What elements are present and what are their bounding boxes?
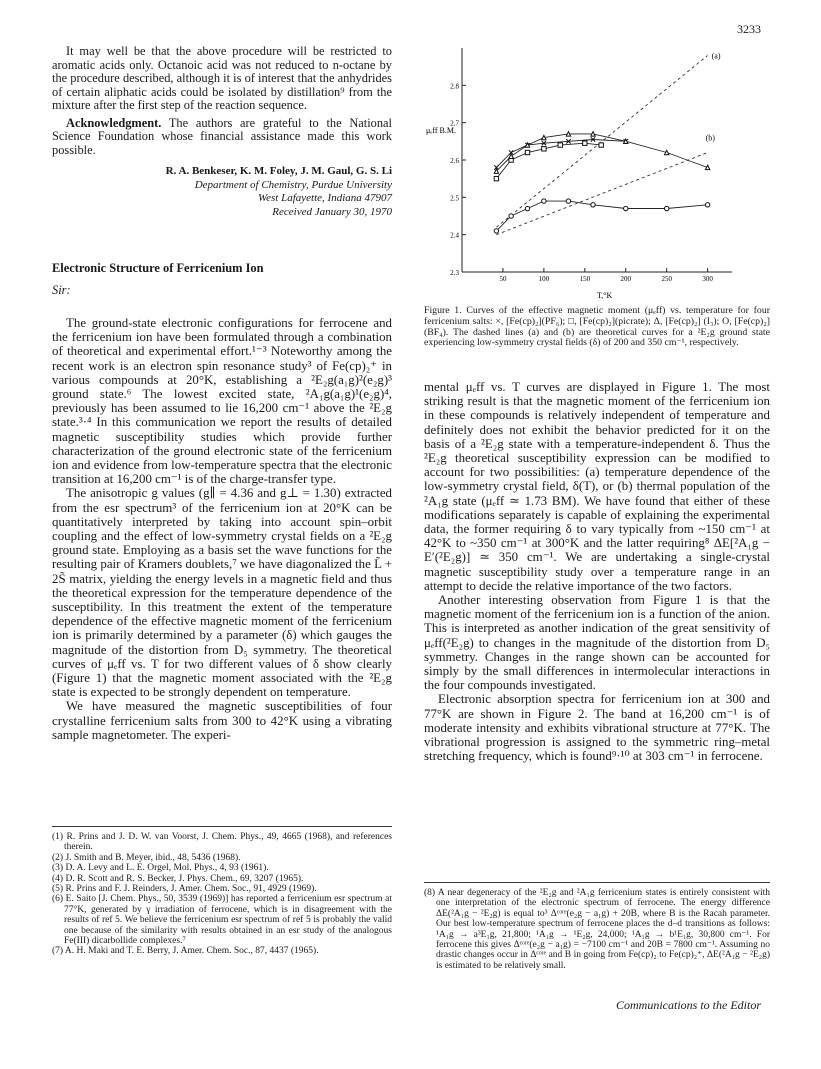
tick-group: [450, 82, 713, 283]
theory-curve: [496, 56, 707, 228]
right-body: [424, 380, 770, 763]
paragraph: The ground-state electronic configurations for ferrocene and the ferricenium ion have been formulated through a combination of theoretical and experimental effort.¹⁻³ Noteworthy among the recent work is an electron spin resonance study³ of Fe(cp)₂⁺ in various compounds at 20°K, establishing a ²E₂g(a₁g)²(e₂g)³ ground state.⁶ The lowest excited state, ²A₁g(a₁g)¹(e₂g)⁴, previously has been assumed to lie 16,200 cm⁻¹ above the ²E₂g state.³·⁴ In this communication we report the results of detailed magnetic susceptibility studies which provide further characterization of the ground electronic state of the ferricenium ion and evidence from low-temperature spectra that the electronic transition at 16,200 cm⁻¹ is of the charge-transfer type.: [52, 316, 392, 487]
paragraph: mental μₑff vs. T curves are displayed in Figure 1. The most striking result is that the magnetic moment of the ferricenium ion in these compounds is relatively independent of temperature and definitely does not exhibit the behavior predicted for it on the basis of a ²E₂g state with a temperature-independent δ. Thus the ²E₂g theoretical susceptibility expression can be modified to account for two possibilities: (a) temperature dependence of the low-symmetry crystal field, δ(T), or (b) thermal population of the ²A₁g state (μₑff ≃ 1.73 BM). We have found that either of these modifications separately is capable of explaining the experimental data, the former requiring δ to vary typically from ~150 cm⁻¹ at 42°K to ~350 cm⁻¹ at 300°K and the latter requiring⁸ ΔE[²A₁g − E′(²E₂g)] ≃ 350 cm⁻¹. We are undertaking a single-crystal magnetic susceptibility study over a temperature range in an attempt to decide the relative importance of the two factors.: [424, 380, 770, 593]
left-body: [52, 316, 392, 742]
y-tick-label: 2.6: [450, 157, 459, 165]
article-header: [52, 262, 392, 297]
data-point: [591, 203, 595, 207]
footnote: (8) A near degeneracy of the ²E₂g and ²A₁g ferricenium states is entirely consistent with one interpretation of the electronic spectrum of ferrocene. The energy difference ΔE(²A₁g − ²E₂g) is equal to³ Δᶜᵒʳᵉ(e₂g − a₁g) + 20B, where B is the Racah parameter. Our best low-temperature spectrum of ferrocene places the d–d transitions as follows: ¹A₁g → a³E₁g, 21,800; ¹A₁g → ¹E₂g, 24,000; ¹A₁g → b¹E₁g, 30,800 cm⁻¹. For ferrocene this gives Δᶜᵒʳᵉ(e₂g − a₁g) = −7100 cm⁻¹ and 20B = 7800 cm⁻¹. Assuming no drastic changes occur in Δᶜᵒʳᵉ and B in going from Fe(cp)₂ to Fe(cp)₂⁺, ΔE(²A₁g − ²E₂g) is estimated to be relatively small.: [424, 888, 770, 971]
data-point: [509, 214, 513, 218]
axes: [462, 48, 732, 272]
y-tick-label: 2.4: [450, 231, 459, 240]
x-tick-label: 150: [579, 275, 591, 283]
footnote: (4) D. R. Scott and R. S. Becker, J. Phys. Chem., 69, 3207 (1965).: [52, 873, 304, 884]
x-tick-label: 200: [620, 275, 631, 283]
data-point: [525, 206, 529, 210]
footnote-rule: [52, 826, 392, 827]
data-point: [542, 135, 546, 139]
y-axis-label: μₑff B.M.: [426, 126, 456, 135]
page-footer: Communications to the Editor: [616, 998, 761, 1012]
data-point: [624, 206, 628, 210]
x-tick-label: 100: [538, 275, 550, 283]
data-point: [566, 132, 570, 136]
x-axis-label: T,°K: [597, 291, 613, 300]
footnote: (7) A. H. Maki and T. E. Berry, J. Amer. Chem. Soc., 87, 4437 (1965).: [52, 946, 319, 957]
y-tick-label: 2.5: [450, 194, 459, 203]
paragraph: Another interesting observation from Figure 1 is that the magnetic moment of the ferricenium ion is a function of the anion. This is interpreted as another indication of the great sensitivity of μₑff(²E₂g) to changes in the magnitude of the distortion from D₅ symmetry. Changes in the range shown can be accounted for simply by the small differences in intermolecular interactions in the four compounds investigated.: [424, 593, 770, 693]
y-tick-label: 2.8: [450, 82, 459, 91]
paragraph: We have measured the magnetic susceptibilities of four crystalline ferricenium salts from 300 to 42°K using a vibrating sample magnetometer. The experi-: [52, 699, 392, 742]
y-tick-label: 2.7: [450, 119, 459, 128]
series-group: [494, 56, 710, 235]
data-point: [542, 199, 546, 203]
authors: R. A. Benkeser, K. M. Foley, J. M. Gaul, G. S. Li: [165, 165, 392, 177]
data-point: [664, 206, 668, 210]
data-point: [494, 229, 498, 233]
series-line: [496, 201, 707, 231]
data-point: [558, 143, 562, 147]
data-point: [599, 143, 603, 147]
x-tick-label: 300: [702, 275, 713, 283]
data-point: [705, 203, 709, 207]
footnote: (1) R. Prins and J. D. W. van Voorst, J. Chem. Phys., 49, 4665 (1968), and references therein.: [52, 832, 392, 853]
received-date: Received January 30, 1970: [272, 205, 392, 218]
data-point: [525, 150, 529, 154]
footnote: (3) D. A. Levy and L. E. Orgel, Mol. Phys., 4, 93 (1961).: [52, 863, 269, 874]
data-point: [583, 141, 587, 145]
ack-label: Acknowledgment.: [66, 115, 162, 130]
figure-1-chart: [414, 40, 764, 302]
y-tick-label: 2.3: [450, 269, 459, 277]
curve-label-a: (a): [711, 51, 721, 61]
salutation: Sir:: [52, 282, 71, 297]
paragraph: The anisotropic g values (g∥ = 4.36 and g⊥ = 1.30) extracted from the esr spectrum³ of the ferricenium ion at 20°K can be quantitatively interpreted by taking into account spin–orbit coupling and the effect of low-symmetry crystal fields on a ²E₂g ground state. Employing as a basis set the wave functions for the resulting pair of Kramers doublets,⁷ we have diagonalized the L̃ + 2S̃ matrix, yielding the energy levels in a magnetic field and thus the theoretical expression for the temperature dependence of the susceptibility. In this treatment the extent of the temperature dependence of the effective magnetic moment of the ferricenium ion is primarily determined by a parameter (δ) which gauges the magnitude of the distortion from D₅ symmetry. The theoretical curves of μₑff vs. T for two different values of δ show clearly (Figure 1) that the magnetic moment associated with the ²E₂g state is expected to be strongly dependent on temperature.: [52, 486, 392, 700]
paragraph: It may well be that the above procedure will be restricted to aromatic acids only. Octanoic acid was not reduced to n-octane by the procedure described, although it is of interest that the anhydrides of certain aliphatic acids could be isolated by distillation⁹ from the mixture after the first step of the reaction sequence.: [52, 44, 392, 112]
data-point: [664, 150, 668, 154]
x-tick-label: 250: [661, 275, 672, 283]
data-point: [566, 199, 570, 203]
footnote: (2) J. Smith and B. Meyer, ibid., 48, 5436 (1968).: [52, 852, 241, 863]
footnotes-left: [52, 832, 392, 957]
figure-caption: Figure 1. Curves of the effective magnetic moment (μₑff) vs. temperature for four ferricenium salts: ×, [Fe(cp)₂](PF₆); □, [Fe(cp)₂](picrate); Δ, [Fe(cp)₂] (I₃); O, [Fe(cp)₂](BF₄). The dashed lines (a) and (b) are theoretical curves for a ²E₂g ground state experiencing low-symmetry crystal fields (δ) of 200 and 350 cm⁻¹, respectively.: [424, 305, 770, 349]
footnote-rule: [424, 882, 770, 883]
footnote: (6) E. Saito [J. Chem. Phys., 50, 3539 (1969)] has reported a ferricenium esr spectrum at 77°K, generated by γ irradiation of ferrocene, which is in disagreement with the results of ref 5. We believe the ferricenium esr spectrum of ref 5 is probably the valid one because of the similarity with results obtained in an esr study of the analogous Fe(III) dicarbollide complexes.⁷: [52, 894, 392, 947]
curve-label-b: (b): [705, 133, 715, 143]
data-point: [705, 165, 709, 169]
ack-text: The authors are grateful to the National Science Foundation whose financial assistance made this work possible.: [52, 115, 392, 157]
previous-article: [52, 45, 392, 219]
footnote: (5) R. Prins and F. J. Reinders, J. Amer. Chem. Soc., 91, 4929 (1969).: [52, 884, 317, 895]
page-number: 3233: [737, 22, 761, 36]
data-point: [542, 147, 546, 151]
affiliation-line: West Lafayette, Indiana 47907: [257, 192, 392, 204]
paragraph: Electronic absorption spectra for ferricenium ion at 300 and 77°K are shown in Figure 2. The band at 16,200 cm⁻¹ is of moderate intensity and exhibits vibrational structure at 77°K. The vibrational progression is assigned to the symmetric ring–metal stretching frequency, which is found⁹·¹⁰ at 303 cm⁻¹ in ferrocene.: [424, 692, 770, 764]
affiliation-line: Department of Chemistry, Purdue University: [194, 178, 392, 191]
acknowledgment: [52, 117, 392, 158]
article-title: Electronic Structure of Ferricenium Ion: [52, 261, 264, 275]
x-tick-label: 50: [499, 275, 507, 283]
data-point: [494, 176, 498, 180]
data-point: [591, 132, 595, 136]
footnotes-right: [424, 888, 770, 971]
theory-curve: [496, 153, 707, 235]
